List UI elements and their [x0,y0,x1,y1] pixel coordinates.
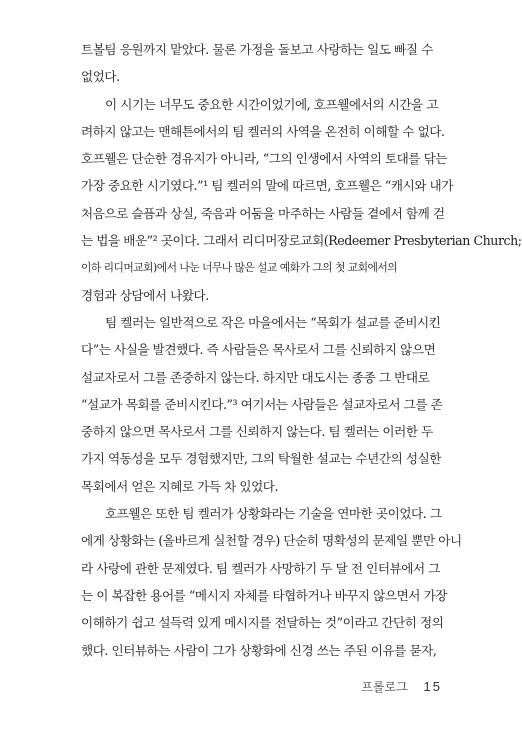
text-line: 려하지 않고는 맨해튼에서의 팀 켈러의 사역을 온전히 이해할 수 없다. [81,123,445,139]
text-line: 가지 역동성을 모두 경험했지만, 그의 탁월한 설교는 수년간의 성실한 [81,451,442,467]
text-line: 목회에서 얻은 지혜로 가득 차 있었다. [81,478,279,494]
page-number: 15 [423,679,442,694]
text-line: 라 사랑에 관한 문제였다. 팀 켈러가 사망하기 두 달 전 인터뷰에서 그 [81,560,440,576]
paragraph-start-line: 팀 켈러는 일반적으로 작은 마을에서는 “목회가 설교를 준비시킨 [105,314,441,330]
text-line: 는 법을 배운”² 곳이다. 그래서 리디머장로교회(Redeemer Presbyterian Church; [81,233,522,249]
text-line: 트볼팀 응원까지 맡았다. 물론 가정을 돌보고 사랑하는 일도 빠질 수 [81,42,433,57]
text-line: 경험과 상담에서 나왔다. [81,287,209,303]
section-title: 프롤로그 [361,680,408,694]
text-line: 중하지 않으면 목사로서 그를 신뢰하지 않는다. 팀 켈러는 이러한 두 [81,424,433,440]
text-line: 이하 리디머교회)에서 나눈 너무나 많은 설교 예화가 그의 첫 교회에서의 [81,261,398,275]
paragraph-start-line: 이 시기는 너무도 중요한 시간이었기에, 호프웰에서의 시간을 고 [105,96,439,112]
text-line: 는 이 복잡한 용어를 “메시지 자체를 타협하거나 바꾸지 않으면서 가장 [81,587,448,603]
text-line: 호프웰은 단순한 경유지가 아니라, “그의 인생에서 사역의 토대를 닦는 [81,151,448,167]
page-footer [361,678,442,695]
paragraph-start-line: 호프웰은 또한 팀 켈러가 상황화라는 기술을 연마한 곳이었다. 그 [105,506,442,522]
text-line: 했다. 인터뷰하는 사람이 그가 상황화에 신경 쓰는 주된 이유를 묻자, [81,642,437,658]
text-line: 처음으로 슬픔과 상실, 죽음과 어둠을 마주하는 사람들 곁에서 함께 걷 [81,205,445,221]
text-line: “설교가 목회를 준비시킨다.”³ 여기서는 사람들은 설교자로서 그를 존 [81,396,443,412]
text-line: 에게 상황화는 (올바르게 실천할 경우) 단순히 명확성의 문제일 뿐만 아니 [81,533,462,549]
text-line: 설교자로서 그를 존중하지 않는다. 하지만 대도시는 종종 그 반대로 [81,369,430,385]
text-line: 가장 중요한 시기였다.”¹ 팀 켈러의 말에 따르면, 호프웰은 “캐시와 내가 [81,178,453,194]
text-line: 없었다. [81,69,120,85]
text-line: 이해하기 쉽고 설득력 있게 메시지를 전달하는 것”이라고 간단히 정의 [81,615,444,631]
body-text [81,36,522,664]
text-line: 다”는 사실을 발견했다. 즉 사람들은 목사로서 그를 신뢰하지 않으면 [81,342,436,358]
